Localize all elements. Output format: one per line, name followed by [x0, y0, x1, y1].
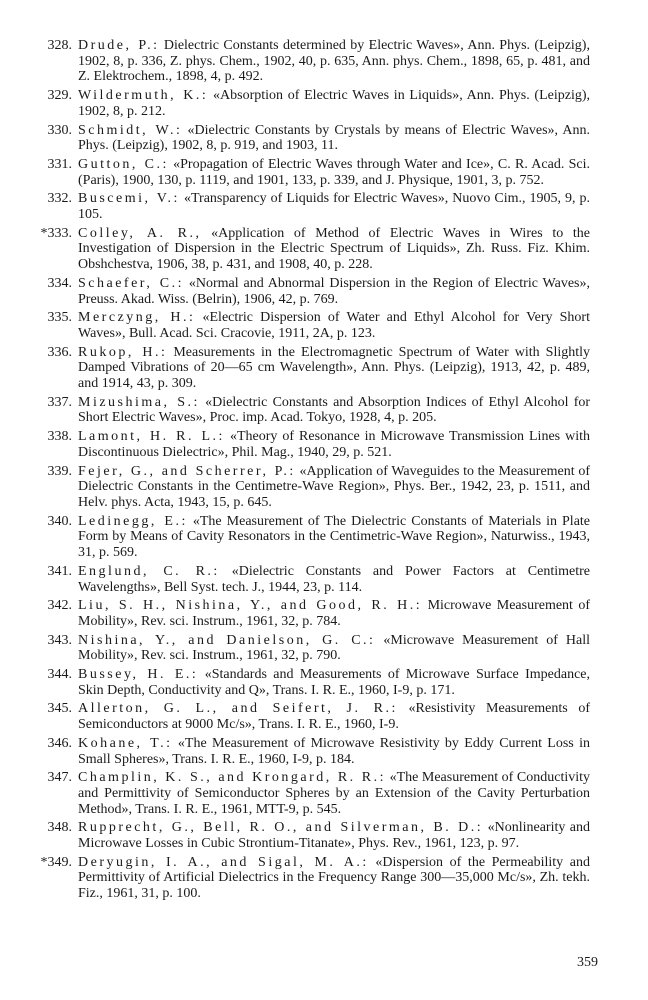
reference-body [78, 310, 590, 341]
reference-body [78, 191, 590, 222]
reference-text: «Dielectric Constants by Crystals by means of Electric Waves», Ann. Phys. (Leipzig), 1902, 8, p. 919, and 1903, 11. [78, 122, 591, 154]
reference-number: 341. [47, 563, 72, 579]
reference-body [78, 38, 590, 85]
reference-entry [24, 157, 590, 188]
reference-body [78, 820, 590, 851]
reference-body [78, 633, 590, 664]
reference-body [78, 429, 590, 460]
reference-author: Fejer, G., and Scherrer, P.: [78, 463, 296, 479]
reference-author: Colley, A. R., [78, 225, 202, 241]
reference-number: 332. [47, 191, 72, 207]
reference-author: Liu, S. H., Nishina, Y., and Good, R. H.: [78, 598, 423, 614]
reference-text: «Application of Method of Electric Waves in Wires to the Investigation of Dispersion in the Electric Spectrum of Liquids», Zh. Russ. Fiz. Khim. Obshchestva, 1906, 38, p. 431, and 1908, 40, p. 228. [78, 225, 590, 273]
reference-number: *333. [40, 225, 72, 241]
reference-entry [24, 226, 590, 273]
reference-text: «The Measurement of Microwave Resistivity by Eddy Current Loss in Small Spheres», Trans. I. R. E., 1960, I-9, p. 184. [78, 735, 591, 767]
reference-text: «The Measurement of The Dielectric Constants of Materials in Plate Form by Means of Cavity Resonators in the Centimetric-Wave Region», Naturwiss., 1943, 31, p. 569. [78, 513, 591, 561]
reference-list [24, 38, 590, 905]
reference-text: Dielectric Constants determined by Electric Waves», Ann. Phys. (Leipzig), 1902, 8, p. 336, Z. phys. Chem., 1902, 40, p. 635, Ann. phys. Chem., 1898, 65, p. 481, and Z. Elektrochem., 1898, 4, p. 492. [78, 38, 590, 85]
reference-body [78, 667, 590, 698]
reference-text: Microwave Measurement of Mobility», Rev. sci. Instrum., 1961, 32, p. 784. [78, 598, 591, 629]
reference-entry [24, 667, 590, 698]
reference-body [78, 514, 590, 561]
reference-entry [24, 633, 590, 664]
reference-author: Englund, C. R.: [78, 563, 220, 579]
reference-number: 330. [47, 122, 72, 138]
reference-entry [24, 770, 590, 817]
reference-body [78, 564, 590, 595]
reference-text: «Normal and Abnormal Dispersion in the Region of Electric Waves», Preuss. Akad. Wiss. (Belrin), 1906, 42, p. 769. [78, 275, 591, 307]
reference-body [78, 464, 590, 511]
reference-entry [24, 820, 590, 851]
reference-body [78, 88, 590, 119]
reference-author: Ledinegg, E.: [78, 513, 188, 529]
reference-number: 344. [47, 667, 72, 683]
reference-entry [24, 123, 590, 154]
reference-author: Champlin, K. S., and Krongard, R. R.: [78, 770, 386, 786]
reference-author: Lamont, H. R. L.: [78, 429, 225, 445]
reference-entry [24, 464, 590, 511]
reference-text: «The Measurement of Conductivity and Permittivity of Semiconductor Spheres by an Extension of the Cavity Perturbation Method», Trans. I. R. E., 1961, MTT-9, p. 545. [78, 770, 591, 817]
reference-number: 348. [47, 820, 72, 836]
reference-number: 336. [47, 344, 72, 360]
reference-author: Wildermuth, K.: [78, 88, 209, 104]
reference-body [78, 123, 590, 154]
reference-author: Gutton, C.: [78, 156, 169, 172]
reference-author: Rukop, H.: [78, 344, 168, 360]
reference-author: Buscemi, V.: [78, 191, 180, 207]
reference-body [78, 701, 590, 732]
reference-number: 331. [47, 156, 72, 172]
reference-text: «Dielectric Constants and Absorption Indices of Ethyl Alcohol for Short Electric Waves», Proc. imp. Acad. Tokyo, 1928, 4, p. 205. [78, 394, 591, 426]
reference-number: *349. [40, 854, 72, 870]
reference-text: «Transparency of Liquids for Electric Waves», Nuovo Cim., 1905, 9, p. 105. [78, 191, 591, 223]
reference-number: 339. [47, 463, 72, 479]
reference-body [78, 395, 590, 426]
reference-body [78, 345, 590, 392]
reference-entry [24, 38, 590, 85]
reference-body [78, 276, 590, 307]
reference-text: «Standards and Measurements of Microwave Surface Impedance, Skin Depth, Conductivity and Q», Trans. I. R. E., 1960, I-9, p. 171. [78, 667, 591, 698]
reference-body [78, 736, 590, 767]
reference-number: 329. [47, 88, 72, 104]
reference-author: Merczyng, H.: [78, 310, 196, 326]
reference-text: «Application of Waveguides to the Measurement of Dielectric Constants in the Centimetre-Wave Region», Phys. Ber., 1942, 23, p. 1511, and Helv. phys. Acta, 1943, 15, p. 645. [78, 463, 590, 510]
reference-text: «Microwave Measurement of Hall Mobility», Rev. sci. Instrum., 1961, 32, p. 790. [78, 632, 591, 664]
reference-author: Drude, P.: [78, 38, 160, 53]
reference-number: 334. [47, 275, 72, 291]
reference-author: Rupprecht, G., Bell, R. O., and Silverman, B. D.: [78, 820, 484, 836]
reference-author: Deryugin, I. A., and Sigal, M. A.: [78, 854, 369, 870]
reference-entry [24, 564, 590, 595]
reference-body [78, 157, 590, 188]
reference-number: 338. [47, 429, 72, 445]
reference-number: 343. [47, 632, 72, 648]
reference-number: 345. [47, 701, 72, 717]
reference-text: «Absorption of Electric Waves in Liquids», Ann. Phys. (Leipzig), 1902, 8, p. 212. [78, 88, 590, 119]
reference-author: Mizushima, S.: [78, 394, 200, 410]
reference-entry [24, 701, 590, 732]
reference-number: 337. [47, 394, 72, 410]
reference-number: 340. [47, 513, 72, 529]
reference-author: Nishina, Y., and Danielson, G. C.: [78, 632, 376, 648]
reference-text: «Dielectric Constants and Power Factors at Centimetre Wavelengths», Bell Syst. tech. J., 1944, 23, p. 114. [78, 563, 591, 595]
reference-number: 346. [47, 735, 72, 751]
reference-number: 342. [47, 598, 72, 614]
reference-entry [24, 395, 590, 426]
reference-number: 347. [47, 770, 72, 786]
reference-body [78, 770, 590, 817]
reference-entry [24, 736, 590, 767]
reference-text: «Dispersion of the Permeability and Permittivity of Artificial Dielectrics in the Frequency Range 300—35,000 Mc/s», Zh. tekh. Fiz., 1961, 31, p. 100. [78, 854, 591, 902]
reference-body [78, 598, 590, 629]
reference-entry [24, 345, 590, 392]
reference-body [78, 855, 590, 902]
reference-text: «Nonlinearity and Microwave Losses in Cubic Strontium-Titanate», Phys. Rev., 1961, 123, p. 97. [78, 820, 590, 852]
reference-text: Measurements in the Electromagnetic Spectrum of Water with Slightly Damped Vibrations of 20—65 cm Wavelength», Ann. Phys. (Leipzig), 1913, 42, p. 489, and 1914, 43, p. 309. [78, 344, 591, 392]
reference-text: «Propagation of Electric Waves through Water and Ice», C. R. Acad. Sci. (Paris), 1900, 130, p. 1119, and 1901, 133, p. 339, and J. Physique, 1901, 3, p. 752. [78, 156, 590, 188]
reference-body [78, 226, 590, 273]
reference-entry [24, 855, 590, 902]
reference-text: «Resistivity Measurements of Semiconductors at 9000 Mc/s», Trans. I. R. E., 1960, I-9. [78, 701, 590, 733]
reference-author: Allerton, G. L., and Seifert, J. R.: [78, 701, 398, 717]
reference-author: Schaefer, C.: [78, 275, 184, 291]
reference-author: Schmidt, W.: [78, 122, 183, 138]
reference-entry [24, 310, 590, 341]
page-number: 359 [577, 955, 598, 970]
reference-number: 335. [47, 310, 72, 326]
reference-entry [24, 514, 590, 561]
reference-text: «Electric Dispersion of Water and Ethyl Alcohol for Very Short Waves», Bull. Acad. Sci. Cracovie, 1911, 2A, p. 123. [78, 310, 590, 341]
reference-author: Kohane, T.: [78, 735, 173, 751]
reference-number: 328. [47, 38, 72, 53]
reference-entry [24, 276, 590, 307]
reference-author: Bussey, H. E.: [78, 667, 199, 683]
reference-text: «Theory of Resonance in Microwave Transmission Lines with Discontinuous Dielectric», Phil. Mag., 1940, 29, p. 521. [78, 429, 590, 460]
reference-entry [24, 598, 590, 629]
reference-entry [24, 88, 590, 119]
reference-entry [24, 429, 590, 460]
reference-entry [24, 191, 590, 222]
